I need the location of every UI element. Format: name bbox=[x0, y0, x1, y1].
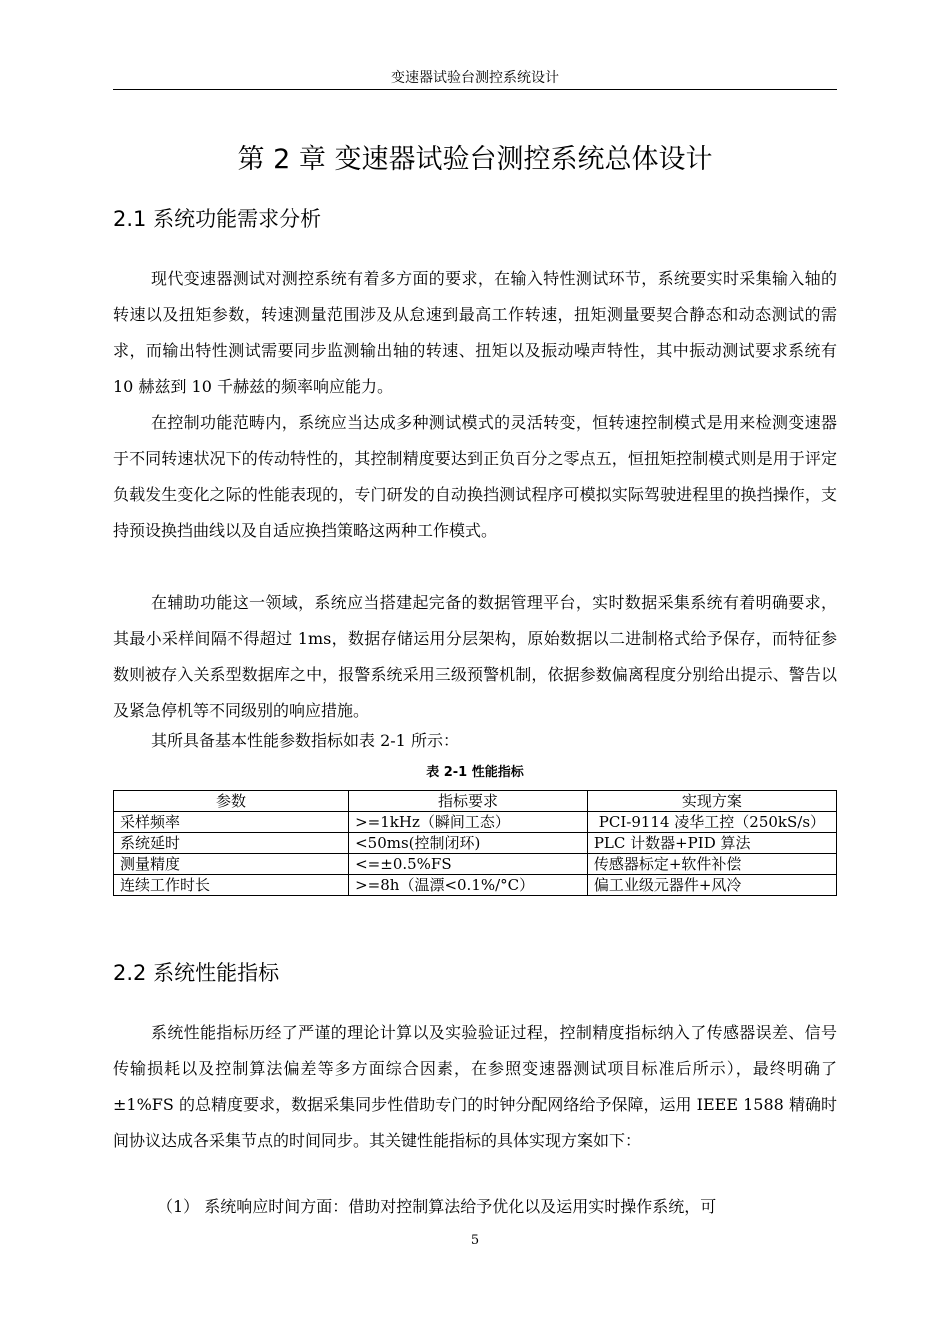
table-header-row bbox=[114, 791, 837, 812]
chapter-title: 第 2 章 变速器试验台测控系统总体设计 bbox=[237, 144, 713, 175]
table-cell: 采样频率 bbox=[114, 812, 349, 833]
table-cell: <=±0.5%FS bbox=[349, 854, 588, 875]
paragraph: 其所具备基本性能参数指标如表 2-1 所示： bbox=[151, 731, 459, 750]
paragraph: 在控制功能范畴内，系统应当达成多种测试模式的灵活转变，恒转速控制模式是用来检测变速器于不同转速状况下的传动特性的，其控制精度要达到正负百分之零点五，恒扭矩控制模式则是用于评定负载发生变化之际的性能表现的，专门研发的自动换挡测试程序可模拟实际驾驶进程里的换挡操作，支持预设换挡曲线以及自适应换挡策略这两种工作模式。 bbox=[113, 413, 837, 540]
table-row bbox=[114, 875, 837, 896]
list-item: （1） 系统响应时间方面：借助对控制算法给予优化以及运用实时操作系统，可 bbox=[157, 1197, 717, 1216]
paragraph: 在辅助功能这一领域，系统应当搭建起完备的数据管理平台，实时数据采集系统有着明确要求，其最小采样间隔不得超过 1ms，数据存储运用分层架构，原始数据以二进制格式给予保存，而特征参数则被存入关系型数据库之中，报警系统采用三级预警机制，依据参数偏离程度分别给出提示、警告以及紧急停机等不同级别的响应措施。 bbox=[113, 593, 837, 720]
table-header-cell: 指标要求 bbox=[349, 791, 588, 812]
table-row bbox=[114, 854, 837, 875]
table-header-cell: 参数 bbox=[114, 791, 349, 812]
table-cell: >=1kHz（瞬间工态） bbox=[349, 812, 588, 833]
paragraph: 现代变速器测试对测控系统有着多方面的要求，在输入特性测试环节，系统要实时采集输入轴的转速以及扭矩参数，转速测量范围涉及从怠速到最高工作转速，扭矩测量要契合静态和动态测试的需求，而输出特性测试需要同步监测输出轴的转速、扭矩以及振动噪声特性，其中振动测试要求系统有 10 赫兹到 10 千赫兹的频率响应能力。 bbox=[113, 269, 837, 396]
table-caption: 表 2-1 性能指标 bbox=[426, 765, 524, 780]
table-cell: 连续工作时长 bbox=[114, 875, 349, 896]
header-divider bbox=[113, 89, 837, 90]
section-heading-2-1: 2.1 系统功能需求分析 bbox=[113, 207, 322, 231]
table-cell: 系统延时 bbox=[114, 833, 349, 854]
table-row bbox=[114, 812, 837, 833]
running-header: 变速器试验台测控系统设计 bbox=[391, 70, 559, 86]
table-cell: 测量精度 bbox=[114, 854, 349, 875]
paragraph: 系统性能指标历经了严谨的理论计算以及实验验证过程，控制精度指标纳入了传感器误差、信号传输损耗以及控制算法偏差等多方面综合因素，在参照变速器测试项目标准后所示），最终明确了±1%FS 的总精度要求，数据采集同步性借助专门的时钟分配网络给予保障，运用 IEEE 1588 精确时间协议达成各采集节点的时间同步。其关键性能指标的具体实现方案如下： bbox=[113, 1023, 837, 1150]
page-number: 5 bbox=[470, 1233, 480, 1248]
table-row bbox=[114, 833, 837, 854]
table-cell: <50ms(控制闭环) bbox=[349, 833, 588, 854]
table-cell: 偏工业级元器件+风冷 bbox=[587, 875, 836, 896]
table-cell: PCI-9114 凌华工控（250kS/s） bbox=[587, 812, 836, 833]
table-header-cell: 实现方案 bbox=[587, 791, 836, 812]
table-cell: 传感器标定+软件补偿 bbox=[587, 854, 836, 875]
table-cell: PLC 计数器+PID 算法 bbox=[587, 833, 836, 854]
table-cell: >=8h（温漂<0.1%/°C） bbox=[349, 875, 588, 896]
section-heading-2-2: 2.2 系统性能指标 bbox=[113, 961, 280, 985]
performance-table bbox=[113, 790, 837, 896]
